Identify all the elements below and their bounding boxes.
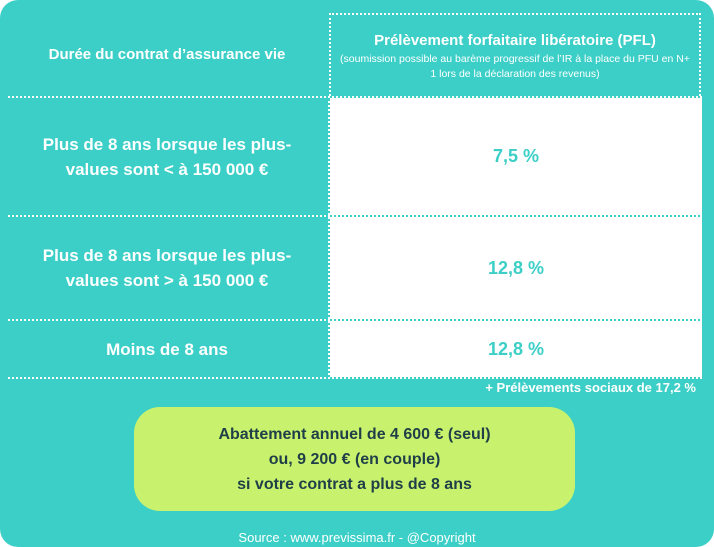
source-credit: Source : www.previssima.fr - @Copyright xyxy=(238,530,476,545)
allowance-line-2: ou, 9 200 € (en couple) xyxy=(268,450,441,468)
row-label-2 xyxy=(8,217,326,319)
header-pfl-subtitle: (soumission possible au barème progressif de l’IR à la place du PFU en N+ 1 lors de la déclaration des revenus) xyxy=(340,53,690,80)
row-value-2: 12,8 % xyxy=(330,217,702,319)
row-value-1: 7,5 % xyxy=(330,98,702,215)
row-label-1-line2: values sont < à 150 000 € xyxy=(65,159,269,179)
row-label-3: Moins de 8 ans xyxy=(106,339,228,359)
header-duration: Durée du contrat d’assurance vie xyxy=(48,45,286,63)
allowance-line-1: Abattement annuel de 4 600 € (seul) xyxy=(218,425,491,443)
header-pfl xyxy=(329,13,701,96)
allowance-line-3: si votre contrat a plus de 8 ans xyxy=(237,475,472,493)
allowance-highlight xyxy=(134,407,575,511)
social-levies-note: + Prélèvements sociaux de 17,2 % xyxy=(485,380,696,395)
header-pfl-title: Prélèvement forfaitaire libératoire (PFL) xyxy=(374,32,656,49)
row-label-2-line1: Plus de 8 ans lorsque les plus- xyxy=(42,246,292,265)
row-value-3: 12,8 % xyxy=(330,321,702,377)
row-divider xyxy=(8,377,702,379)
row-label-2-line2: values sont > à 150 000 € xyxy=(65,271,269,290)
row-label-1 xyxy=(8,98,326,215)
row-label-1-line1: Plus de 8 ans lorsque les plus- xyxy=(42,134,292,154)
